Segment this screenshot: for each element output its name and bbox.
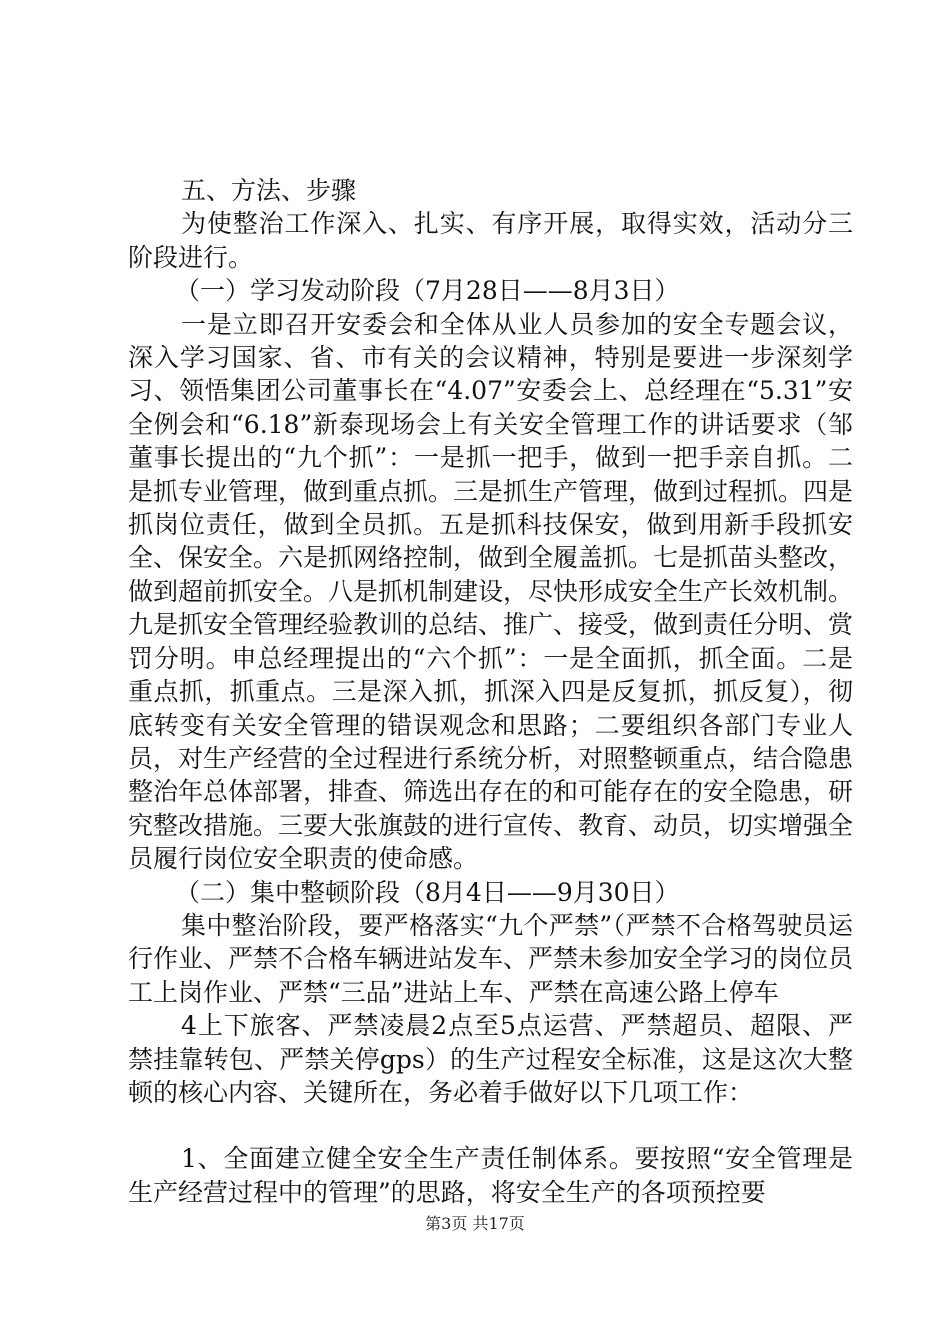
stage-two-paragraph: 集中整治阶段，要严格落实“九个严禁”（严禁不合格驾驶员运行作业、严禁不合格车辆进站发车、严禁未参加安全学习的岗位员工上岗作业、严禁“三品”进站上车、严禁在高速公路上停车 xyxy=(128,910,854,1007)
item-one-paragraph: 1、全面建立健全安全生产责任制体系。要按照“安全管理是生产经营过程中的管理”的思路，将安全生产的各项预控要 xyxy=(128,1144,853,1207)
stage-one-paragraph: 一是立即召开安委会和全体从业人员参加的安全专题会议，深入学习国家、省、市有关的会议精神，特别是要进一步深刻学习、领悟集团公司董事长在“4.07”安委会上、总经理在“5.31”安全例会和“6.18”新泰现场会上有关安全管理工作的讲话要求（邹董事长提出的“九个抓”：一是抓一把手，做到一把手亲自抓。二是抓专业管理，做到重点抓。三是抓生产管理，做到过程抓。四是抓岗位责任，做到全员抓。五是抓科技保安，做到用新手段抓安全、保安全。六是抓网络控制，做到全履盖抓。七是抓苗头整改，做到超前抓安全。八是抓机制建设，尽快形成安全生产长效机制。九是抓安全管理经验教训的总结、推广、接受，做到责任分明、赏罚分明。申总经理提出的“六个抓”：一是全面抓，抓全面。二是重点抓，抓重点。三是深入抓，抓深入四是反复抓，抓反复），彻底转变有关安全管理的错误观念和思路；二要组织各部门专业人员，对生产经营的全过程进行系统分析，对照整顿重点，结合隐患整治年总体部署，排查、筛选出存在的和可能存在的安全隐患，研究整改措施。三要大张旗鼓的进行宣传、教育、动员，切实增强全员履行岗位安全职责的使命感。 xyxy=(128,309,854,874)
document-body xyxy=(128,174,853,1209)
page-number: 第3页 共17页 xyxy=(425,1214,525,1233)
section-heading: 五、方法、步骤 xyxy=(181,176,357,205)
stage-two-continued-paragraph: 4上下旅客、严禁凌晨2点至5点运营、严禁超员、超限、严禁挂靠转包、严禁关停gps）的生产过程安全标准，这是这次大整顿的核心内容、关键所在，务必着手做好以下几项工作： xyxy=(128,1011,853,1107)
intro-paragraph: 为使整治工作深入、扎实、有序开展，取得实效，活动分三阶段进行。 xyxy=(128,209,853,272)
stage-one-heading: （一）学习发动阶段（7月28日——8月3日） xyxy=(175,276,680,306)
stage-two-heading: （二）集中整顿阶段（8月4日——9月30日） xyxy=(175,877,680,907)
